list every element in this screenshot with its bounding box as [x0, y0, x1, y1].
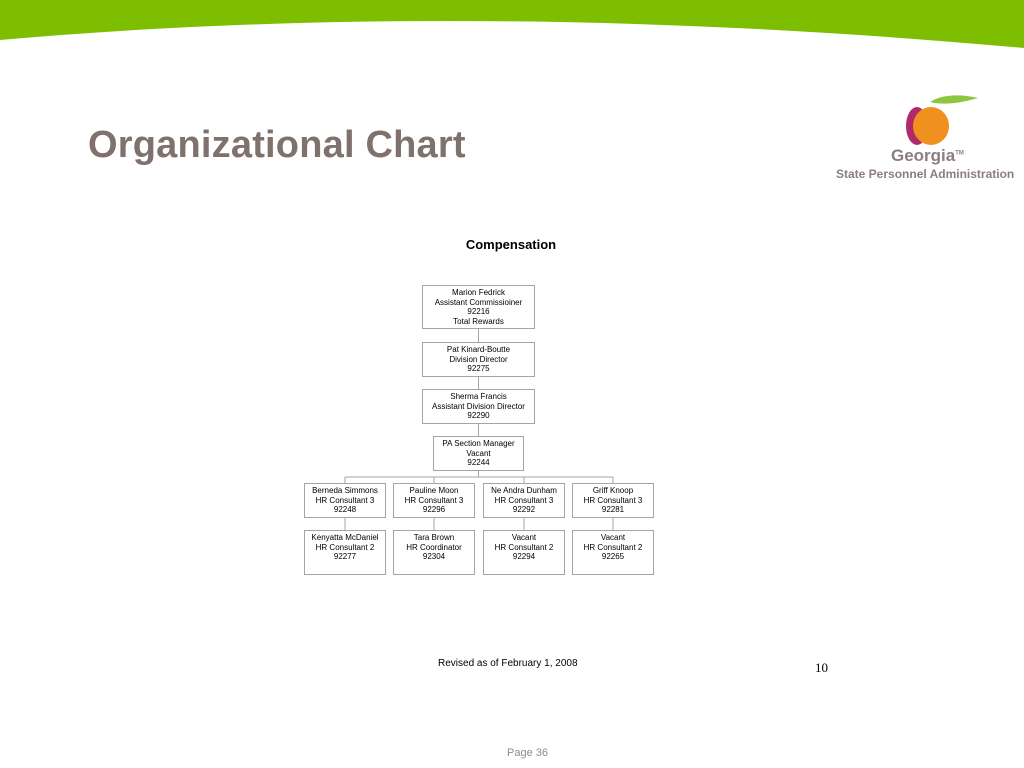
node-line: Marion Fedrick	[452, 288, 505, 297]
node-line: Berneda Simmons	[312, 486, 378, 495]
node-line: Tara Brown	[413, 533, 455, 542]
node-line: 92294	[512, 552, 536, 562]
node-line: HR Consultant 2	[315, 542, 375, 552]
node-line: HR Coordinator	[406, 542, 462, 552]
node-line: Sherma Francis	[450, 392, 507, 401]
node-line: HR Consultant 3	[583, 495, 643, 505]
org-node-lead-1	[393, 483, 475, 518]
node-line: Total Rewards	[453, 316, 504, 326]
node-line: Griff Knoop	[592, 486, 634, 495]
node-line: Kenyatta McDaniel	[311, 533, 379, 542]
org-node-lead-3	[572, 483, 654, 518]
node-line: 92265	[601, 552, 625, 562]
org-node-chain-3	[433, 436, 524, 471]
slide-title: Organizational Chart	[88, 124, 466, 166]
node-line: 92216	[467, 307, 490, 317]
org-node-report-0	[304, 530, 386, 575]
node-line: 92296	[422, 505, 446, 515]
node-line: Vacant	[511, 533, 537, 542]
node-line: 92292	[512, 505, 536, 515]
node-line: Ne Andra Dunham	[491, 486, 557, 495]
node-line: Pauline Moon	[409, 486, 459, 495]
slide-number: 10	[815, 660, 828, 675]
node-line: PA Section Manager	[442, 439, 515, 448]
node-line: HR Consultant 2	[494, 542, 554, 552]
org-node-lead-0	[304, 483, 386, 518]
node-line: 92275	[467, 364, 490, 374]
node-line: Pat Kinard-Boutte	[446, 345, 511, 354]
node-line: HR Consultant 2	[583, 542, 643, 552]
node-line: Vacant	[600, 533, 626, 542]
node-line: Assistant Division Director	[432, 401, 525, 411]
node-line: HR Consultant 3	[494, 495, 554, 505]
org-node-lead-2	[483, 483, 565, 518]
node-line: 92248	[333, 505, 357, 515]
org-node-report-1	[393, 530, 475, 575]
org-node-report-3	[572, 530, 654, 575]
org-node-chain-0	[422, 285, 535, 329]
logo-organization: State Personnel Administration	[836, 167, 1015, 181]
org-node-report-2	[483, 530, 565, 575]
logo-wordmark: Georgia™	[891, 146, 964, 165]
node-line: 92277	[333, 552, 357, 562]
footer-page-label: Page 36	[507, 747, 548, 759]
node-line: 92244	[467, 458, 490, 468]
org-node-chain-2	[422, 389, 535, 424]
node-line: 92290	[467, 411, 490, 421]
node-line: HR Consultant 3	[315, 495, 375, 505]
node-line: 92281	[601, 505, 625, 515]
node-line: Vacant	[466, 448, 491, 458]
org-node-chain-1	[422, 342, 535, 377]
chart-heading: Compensation	[465, 237, 557, 252]
node-line: Division Director	[449, 354, 508, 364]
node-line: Assistant Commissioiner	[434, 297, 523, 307]
node-line: 92304	[422, 552, 446, 562]
revised-note: Revised as of February 1, 2008	[438, 658, 578, 669]
node-line: HR Consultant 3	[404, 495, 464, 505]
